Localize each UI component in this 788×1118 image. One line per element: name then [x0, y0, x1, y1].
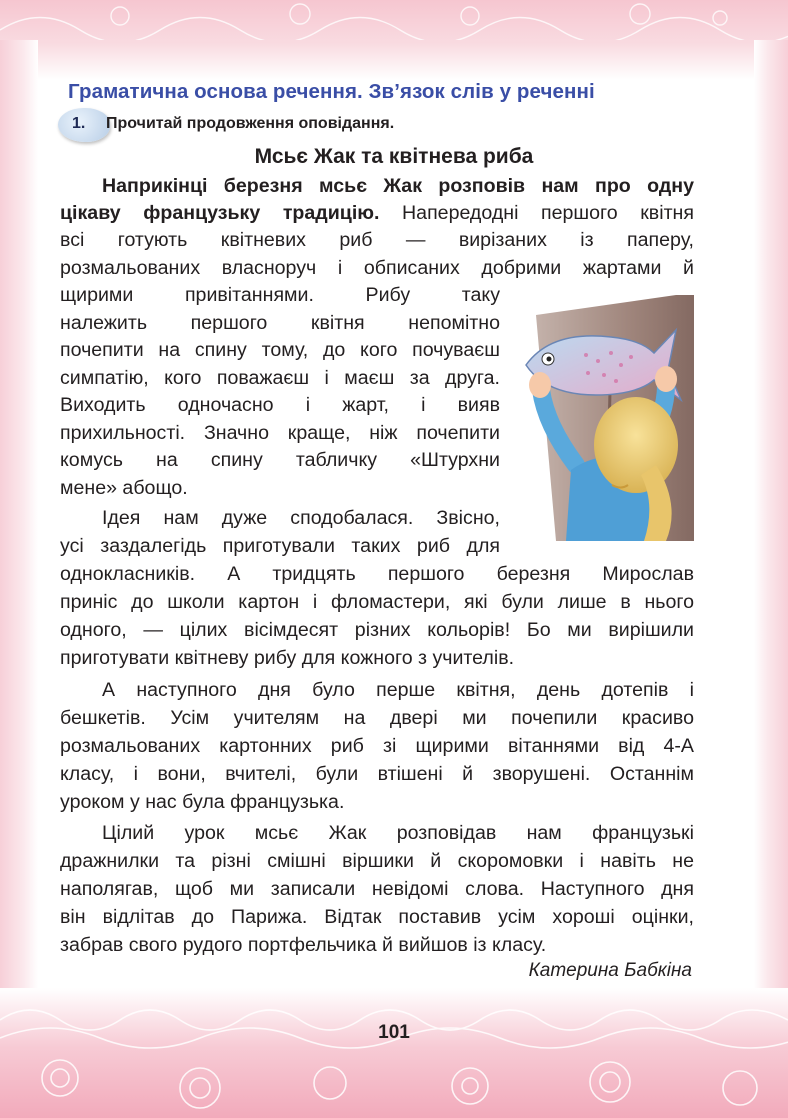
paragraph-2-line-2: усі заздалегідь приготували таких риб для [60, 535, 500, 557]
task-number: 1. [72, 115, 86, 132]
paragraph-1-line-2: цікаву французьку традицію. Напередодні першого квітня [60, 202, 694, 224]
paragraph-1-line-7: почепити на спину тому, до кого почуваєш [60, 339, 500, 361]
girl-with-paper-fish-illustration [516, 295, 694, 541]
paragraph-3-line-1: А наступного дня було перше квітня, день дотепів і [102, 679, 694, 701]
section-heading: Граматична основа речення. Зв’язок слів у реченні [68, 80, 595, 103]
paragraph-2-line-6: приготувати квітневу рибу для кожного з учителів. [60, 647, 515, 669]
paragraph-4-line-2: дражнилки та різні смішні віршики й скоромовки і навіть не [60, 850, 694, 872]
top-lace-ornament [0, 0, 788, 40]
paragraph-2-line-1: Ідея нам дуже сподобалася. Звісно, [102, 507, 500, 529]
paragraph-1-line-8: симпатію, кого поважаєш і маєш за друга. [60, 367, 500, 389]
bottom-lace-ornament [0, 998, 788, 1118]
paragraph-1-line-5: щирими привітаннями. Рибу таку [60, 284, 500, 306]
paragraph-1-line-11: комусь на спину табличку «Штурхни [60, 449, 500, 471]
paragraph-4-line-5: забрав свого рудого портфельчика й вийшов із класу. [60, 934, 547, 956]
paragraph-4-line-3: наполягав, щоб ми записали невідомі слова. Наступного дня [60, 878, 694, 900]
paragraph-1-line-4: розмальованих власноруч і обписаних добрими жартами й [60, 257, 694, 279]
left-lace-border [0, 40, 38, 1040]
paragraph-1-line-12: мене» абощо. [60, 477, 188, 499]
story-title: Мсьє Жак та квітнева риба [254, 145, 534, 168]
paragraph-1-line-6: належить першого квітня непомітно [60, 312, 500, 334]
paragraph-2-line-3: однокласників. А тридцять першого березня Мирослав [60, 563, 694, 585]
paragraph-1-line-1: Наприкінці березня мсьє Жак розповів нам про одну [102, 175, 694, 197]
paragraph-2-line-4: приніс до школи картон і фломастери, які були лише в нього [60, 591, 694, 613]
paragraph-3-line-3: розмальованих картонних риб зі щирими вітаннями від 4-А [60, 735, 694, 757]
paragraph-4-line-4: він відлітав до Парижа. Відтак поставив усім хороші оцінки, [60, 906, 694, 928]
paragraph-1-line-3: всі готують квітневих риб — вирізаних із паперу, [60, 229, 694, 251]
story-author: Катерина Бабкіна [528, 960, 692, 981]
task-instruction: Прочитай продовження оповідання. [106, 115, 395, 132]
paragraph-1-line-10: прихильності. Значно краще, ніж почепити [60, 422, 500, 444]
right-lace-border [754, 40, 788, 1040]
paragraph-2-line-5: одного, — цілих вісімдесят різних кольорів! Бо ми вирішили [60, 619, 694, 641]
page-number: 101 [378, 1022, 410, 1043]
paragraph-3-line-5: уроком у нас була французька. [60, 791, 345, 813]
paragraph-3-line-2: бешкетів. Усім учителям на двері ми почепили красиво [60, 707, 694, 729]
paragraph-4-line-1: Цілий урок мсьє Жак розповідав нам французькі [102, 822, 694, 844]
paragraph-3-line-4: класу, і вони, вчителі, були втішені й зворушені. Останнім [60, 763, 694, 785]
paragraph-1-line-9: Виходить одночасно і жарт, і вияв [60, 394, 500, 416]
